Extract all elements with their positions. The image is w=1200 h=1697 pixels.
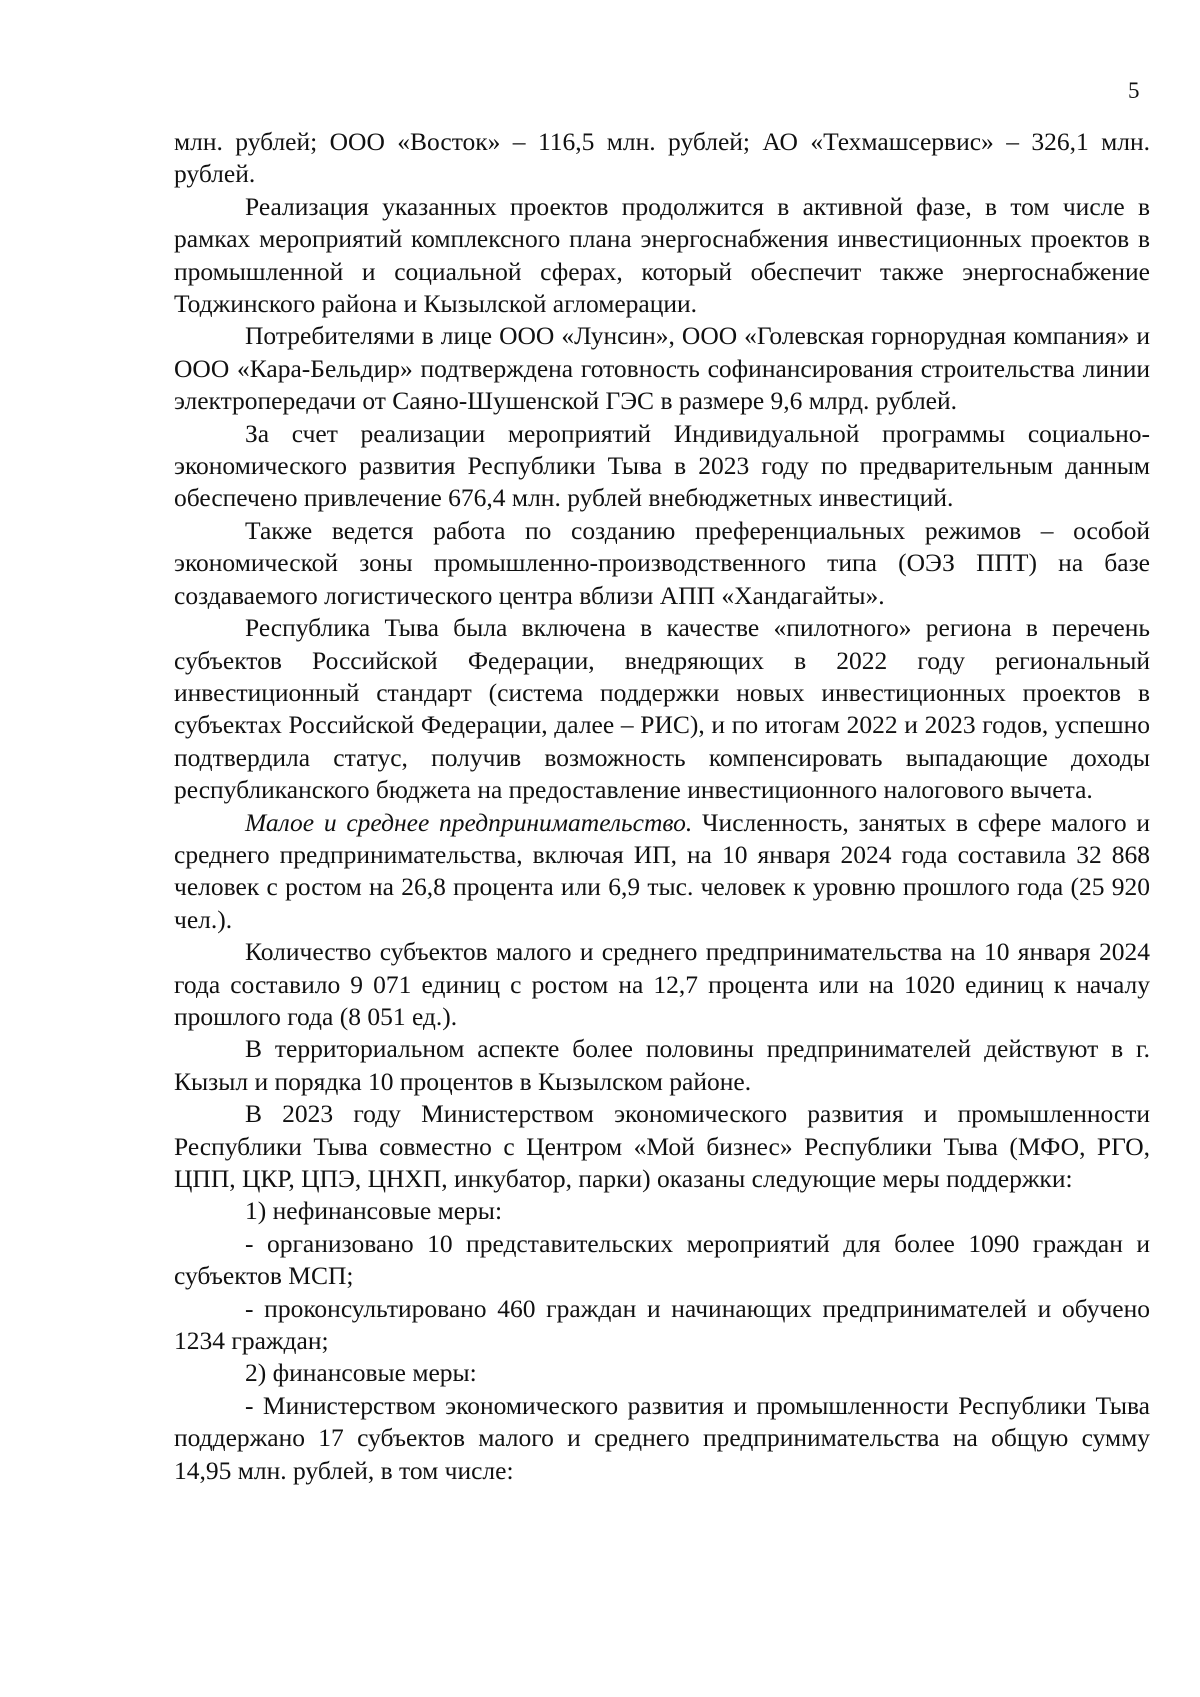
paragraph-continuation: млн. рублей; ООО «Восток» – 116,5 млн. рублей; АО «Техмашсервис» – 326,1 млн. рублей.	[174, 127, 1150, 189]
list-heading-nonfinancial: 1) нефинансовые меры:	[245, 1196, 503, 1226]
list-item-ministry-support: - Министерством экономического развития и промышленности Республики Тыва поддержано 17 субъектов малого и среднего предпринимательства на общую сумму 14,95 млн. рублей, в том числе:	[174, 1390, 1150, 1485]
list-heading-financial: 2) финансовые меры:	[245, 1358, 477, 1388]
paragraph-investment-standard: Республика Тыва была включена в качестве «пилотного» региона в перечень субъектов Российской Федерации, внедряющих в 2022 году региональный инвестиционный стандарт (система поддержки новых инвестиционных проектов в субъектах Российской Федерации, далее – РИС), и по итогам 2022 и 2023 годов, успешно подтвердила статус, получив возможность компенсировать выпадающие доходы республиканского бюджета на предоставление инвестиционного налогового вычета.	[174, 613, 1150, 805]
document-body	[174, 126, 1150, 1487]
list-item-consultations: - проконсультировано 460 граждан и начинающих предпринимателей и обучено 1234 граждан;	[174, 1293, 1150, 1356]
paragraph-individual-program: За счет реализации мероприятий Индивидуальной программы социально-экономического развития Республики Тыва в 2023 году по предварительным данным обеспечено привлечение 676,4 млн. рублей внебюджетных инвестиций.	[174, 418, 1150, 513]
paragraph-small-business	[174, 807, 1150, 937]
paragraph-business-count: Количество субъектов малого и среднего предпринимательства на 10 января 2024 года составило 9 071 единиц с ростом на 12,7 процента или на 1020 единиц к началу прошлого года (8 051 ед.).	[174, 937, 1150, 1031]
section-lead-small-business: Малое и среднее предпринимательство.	[245, 807, 693, 837]
paragraph-support-measures: В 2023 году Министерством экономического развития и промышленности Республики Тыва совместно с Центром «Мой бизнес» Республики Тыва (МФО, РГО, ЦПП, ЦКР, ЦПЭ, ЦНХП, инкубатор, парки) оказаны следующие меры поддержки:	[174, 1099, 1150, 1193]
paragraph-projects-realization: Реализация указанных проектов продолжится в активной фазе, в том числе в рамках мероприятий комплексного плана энергоснабжения инвестиционных проектов в промышленной и социальной сферах, который обеспечит также энергоснабжение Тоджинского района и Кызылской агломерации.	[174, 191, 1150, 319]
list-item-events: - организовано 10 представительских мероприятий для более 1090 граждан и субъектов МСП;	[174, 1228, 1150, 1291]
page-number: 5	[1128, 78, 1140, 103]
paragraph-consumers: Потребителями в лице ООО «Лунсин», ООО «Голевская горнорудная компания» и ООО «Кара-Бельдир» подтверждена готовность софинансирования строительства линии электропередачи от Саяно-Шушенской ГЭС в размере 9,6 млрд. рублей.	[174, 321, 1150, 416]
paragraph-small-business-text: Численность, занятых в сфере малого и среднего предпринимательства, включая ИП, на 10 января 2024 года составила 32 868 человек с ростом на 26,8 процента или 6,9 тыс. человек к уровню прошлого года (25 920 чел.).	[174, 807, 1150, 934]
paragraph-preferential-regimes: Также ведется работа по созданию преференциальных режимов – особой экономической зоны промышленно-производственного типа (ОЭЗ ППТ) на базе создаваемого логистического центра вблизи АПП «Хандагайты».	[174, 515, 1150, 610]
paragraph-territorial-aspect: В территориальном аспекте более половины предпринимателей действуют в г. Кызыл и порядка 10 процентов в Кызылском районе.	[174, 1034, 1150, 1096]
